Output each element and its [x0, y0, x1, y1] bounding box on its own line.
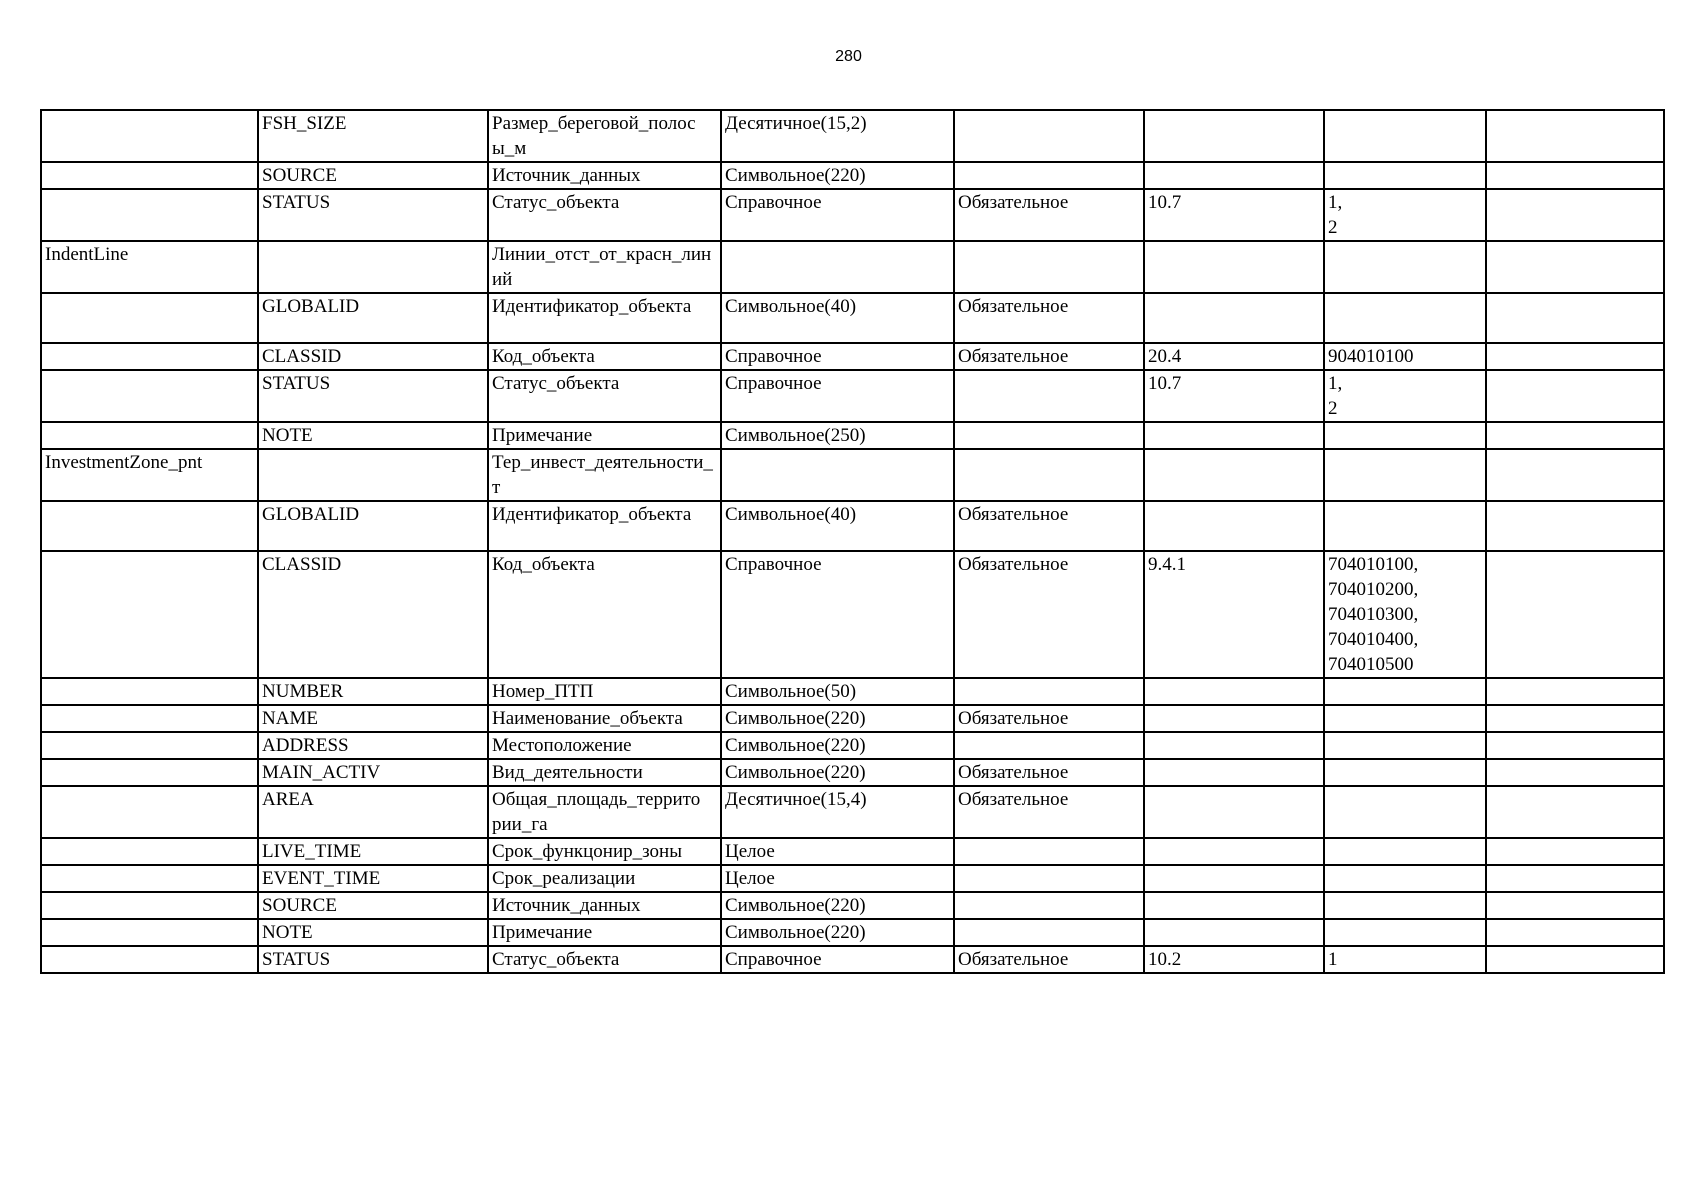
required-cell: Обязательное — [954, 705, 1144, 732]
table-row — [41, 946, 1664, 973]
field-type-cell: Справочное — [721, 551, 954, 678]
notes-cell — [1486, 946, 1664, 973]
required-cell — [954, 162, 1144, 189]
classifier-ref-cell — [1144, 732, 1324, 759]
required-cell — [954, 449, 1144, 501]
layer-name-cell — [41, 422, 258, 449]
field-alias-cell: Идентификатор_объекта — [488, 501, 721, 551]
allowed-values-cell: 1, 2 — [1324, 189, 1486, 241]
layer-name-cell — [41, 786, 258, 838]
notes-cell — [1486, 759, 1664, 786]
field-name-cell: LIVE_TIME — [258, 838, 488, 865]
allowed-values-cell — [1324, 892, 1486, 919]
field-name-cell: ADDRESS — [258, 732, 488, 759]
table-row — [41, 162, 1664, 189]
required-cell: Обязательное — [954, 189, 1144, 241]
classifier-ref-cell — [1144, 678, 1324, 705]
field-alias-cell: Примечание — [488, 422, 721, 449]
classifier-ref-cell — [1144, 705, 1324, 732]
classifier-ref-cell — [1144, 110, 1324, 162]
classifier-ref-cell — [1144, 501, 1324, 551]
allowed-values-cell — [1324, 422, 1486, 449]
field-type-cell: Десятичное(15,2) — [721, 110, 954, 162]
allowed-values-cell: 1, 2 — [1324, 370, 1486, 422]
notes-cell — [1486, 370, 1664, 422]
classifier-ref-cell — [1144, 759, 1324, 786]
required-cell: Обязательное — [954, 293, 1144, 343]
field-type-cell — [721, 241, 954, 293]
field-name-cell — [258, 449, 488, 501]
field-alias-cell: Наименование_объекта — [488, 705, 721, 732]
required-cell — [954, 678, 1144, 705]
table-row — [41, 919, 1664, 946]
field-name-cell: SOURCE — [258, 892, 488, 919]
field-name-cell: STATUS — [258, 946, 488, 973]
field-name-cell: MAIN_ACTIV — [258, 759, 488, 786]
field-name-cell: EVENT_TIME — [258, 865, 488, 892]
layer-name-cell — [41, 370, 258, 422]
classifier-ref-cell — [1144, 838, 1324, 865]
field-alias-cell: Общая_площадь_террито рии_га — [488, 786, 721, 838]
field-name-cell: STATUS — [258, 370, 488, 422]
allowed-values-cell — [1324, 678, 1486, 705]
allowed-values-cell — [1324, 705, 1486, 732]
required-cell: Обязательное — [954, 551, 1144, 678]
notes-cell — [1486, 110, 1664, 162]
field-name-cell: NOTE — [258, 919, 488, 946]
field-name-cell: GLOBALID — [258, 293, 488, 343]
field-type-cell: Символьное(40) — [721, 293, 954, 343]
notes-cell — [1486, 705, 1664, 732]
required-cell — [954, 422, 1144, 449]
field-type-cell: Символьное(220) — [721, 759, 954, 786]
field-name-cell: SOURCE — [258, 162, 488, 189]
notes-cell — [1486, 786, 1664, 838]
table-row — [41, 293, 1664, 343]
field-alias-cell: Срок_реализации — [488, 865, 721, 892]
table-body — [41, 110, 1664, 973]
attribute-table — [40, 109, 1665, 974]
field-alias-cell: Статус_объекта — [488, 370, 721, 422]
classifier-ref-cell: 10.2 — [1144, 946, 1324, 973]
layer-name-cell — [41, 678, 258, 705]
field-type-cell: Справочное — [721, 370, 954, 422]
table-row — [41, 189, 1664, 241]
field-name-cell: NUMBER — [258, 678, 488, 705]
allowed-values-cell — [1324, 241, 1486, 293]
field-alias-cell: Идентификатор_объекта — [488, 293, 721, 343]
field-name-cell: CLASSID — [258, 551, 488, 678]
notes-cell — [1486, 293, 1664, 343]
field-alias-cell: Номер_ПТП — [488, 678, 721, 705]
field-alias-cell: Местоположение — [488, 732, 721, 759]
field-alias-cell: Тер_инвест_деятельности_т — [488, 449, 721, 501]
field-alias-cell: Примечание — [488, 919, 721, 946]
classifier-ref-cell — [1144, 422, 1324, 449]
field-type-cell: Целое — [721, 865, 954, 892]
notes-cell — [1486, 189, 1664, 241]
classifier-ref-cell — [1144, 241, 1324, 293]
field-alias-cell: Источник_данных — [488, 162, 721, 189]
classifier-ref-cell — [1144, 293, 1324, 343]
required-cell: Обязательное — [954, 343, 1144, 370]
required-cell — [954, 838, 1144, 865]
classifier-ref-cell: 20.4 — [1144, 343, 1324, 370]
field-name-cell — [258, 241, 488, 293]
classifier-ref-cell — [1144, 919, 1324, 946]
table-row — [41, 759, 1664, 786]
field-type-cell: Справочное — [721, 189, 954, 241]
notes-cell — [1486, 919, 1664, 946]
field-alias-cell: Код_объекта — [488, 343, 721, 370]
required-cell: Обязательное — [954, 786, 1144, 838]
layer-name-cell — [41, 293, 258, 343]
field-type-cell: Символьное(40) — [721, 501, 954, 551]
field-name-cell: NOTE — [258, 422, 488, 449]
layer-name-cell — [41, 343, 258, 370]
table-row — [41, 241, 1664, 293]
required-cell — [954, 865, 1144, 892]
notes-cell — [1486, 865, 1664, 892]
table-row — [41, 705, 1664, 732]
required-cell — [954, 110, 1144, 162]
required-cell: Обязательное — [954, 946, 1144, 973]
field-type-cell: Справочное — [721, 946, 954, 973]
field-type-cell: Символьное(220) — [721, 732, 954, 759]
allowed-values-cell: 1 — [1324, 946, 1486, 973]
notes-cell — [1486, 343, 1664, 370]
field-type-cell: Десятичное(15,4) — [721, 786, 954, 838]
classifier-ref-cell — [1144, 162, 1324, 189]
field-type-cell: Символьное(220) — [721, 705, 954, 732]
field-alias-cell: Статус_объекта — [488, 946, 721, 973]
field-name-cell: GLOBALID — [258, 501, 488, 551]
required-cell — [954, 370, 1144, 422]
classifier-ref-cell — [1144, 865, 1324, 892]
field-name-cell: STATUS — [258, 189, 488, 241]
layer-name-cell — [41, 892, 258, 919]
field-alias-cell: Код_объекта — [488, 551, 721, 678]
layer-name-cell — [41, 162, 258, 189]
allowed-values-cell: 704010100, 704010200, 704010300, 704010400, 704010500 — [1324, 551, 1486, 678]
layer-name-cell — [41, 759, 258, 786]
allowed-values-cell — [1324, 865, 1486, 892]
table-row — [41, 110, 1664, 162]
layer-name-cell — [41, 865, 258, 892]
classifier-ref-cell: 9.4.1 — [1144, 551, 1324, 678]
allowed-values-cell — [1324, 501, 1486, 551]
field-alias-cell: Статус_объекта — [488, 189, 721, 241]
layer-name-cell: IndentLine — [41, 241, 258, 293]
layer-name-cell — [41, 732, 258, 759]
allowed-values-cell — [1324, 838, 1486, 865]
field-type-cell: Символьное(220) — [721, 892, 954, 919]
notes-cell — [1486, 892, 1664, 919]
notes-cell — [1486, 449, 1664, 501]
allowed-values-cell — [1324, 293, 1486, 343]
field-name-cell: AREA — [258, 786, 488, 838]
field-type-cell: Целое — [721, 838, 954, 865]
table-row — [41, 732, 1664, 759]
field-name-cell: FSH_SIZE — [258, 110, 488, 162]
allowed-values-cell — [1324, 919, 1486, 946]
allowed-values-cell: 904010100 — [1324, 343, 1486, 370]
table-row — [41, 370, 1664, 422]
classifier-ref-cell: 10.7 — [1144, 189, 1324, 241]
table-row — [41, 892, 1664, 919]
required-cell: Обязательное — [954, 501, 1144, 551]
layer-name-cell — [41, 551, 258, 678]
field-alias-cell: Срок_функцонир_зоны — [488, 838, 721, 865]
classifier-ref-cell — [1144, 449, 1324, 501]
allowed-values-cell — [1324, 786, 1486, 838]
allowed-values-cell — [1324, 759, 1486, 786]
table-row — [41, 422, 1664, 449]
table-row — [41, 449, 1664, 501]
field-alias-cell: Вид_деятельности — [488, 759, 721, 786]
layer-name-cell — [41, 919, 258, 946]
required-cell — [954, 919, 1144, 946]
field-alias-cell: Источник_данных — [488, 892, 721, 919]
notes-cell — [1486, 551, 1664, 678]
table-row — [41, 786, 1664, 838]
allowed-values-cell — [1324, 162, 1486, 189]
required-cell — [954, 892, 1144, 919]
table-row — [41, 838, 1664, 865]
page-number: 280 — [835, 48, 862, 65]
required-cell — [954, 241, 1144, 293]
classifier-ref-cell — [1144, 892, 1324, 919]
field-type-cell: Справочное — [721, 343, 954, 370]
allowed-values-cell — [1324, 449, 1486, 501]
field-type-cell: Символьное(250) — [721, 422, 954, 449]
notes-cell — [1486, 838, 1664, 865]
field-alias-cell: Линии_отст_от_красн_линий — [488, 241, 721, 293]
field-type-cell: Символьное(220) — [721, 162, 954, 189]
allowed-values-cell — [1324, 732, 1486, 759]
notes-cell — [1486, 162, 1664, 189]
field-name-cell: CLASSID — [258, 343, 488, 370]
layer-name-cell — [41, 838, 258, 865]
field-type-cell: Символьное(50) — [721, 678, 954, 705]
layer-name-cell — [41, 110, 258, 162]
classifier-ref-cell: 10.7 — [1144, 370, 1324, 422]
field-alias-cell: Размер_береговой_полос ы_м — [488, 110, 721, 162]
required-cell — [954, 732, 1144, 759]
field-name-cell: NAME — [258, 705, 488, 732]
table-row — [41, 551, 1664, 678]
layer-name-cell — [41, 946, 258, 973]
layer-name-cell — [41, 705, 258, 732]
notes-cell — [1486, 678, 1664, 705]
notes-cell — [1486, 422, 1664, 449]
classifier-ref-cell — [1144, 786, 1324, 838]
field-type-cell: Символьное(220) — [721, 919, 954, 946]
notes-cell — [1486, 501, 1664, 551]
layer-name-cell — [41, 189, 258, 241]
notes-cell — [1486, 732, 1664, 759]
table-row — [41, 343, 1664, 370]
layer-name-cell — [41, 501, 258, 551]
table-row — [41, 865, 1664, 892]
layer-name-cell: InvestmentZone_pnt — [41, 449, 258, 501]
field-type-cell — [721, 449, 954, 501]
notes-cell — [1486, 241, 1664, 293]
allowed-values-cell — [1324, 110, 1486, 162]
table-row — [41, 678, 1664, 705]
table-row — [41, 501, 1664, 551]
required-cell: Обязательное — [954, 759, 1144, 786]
